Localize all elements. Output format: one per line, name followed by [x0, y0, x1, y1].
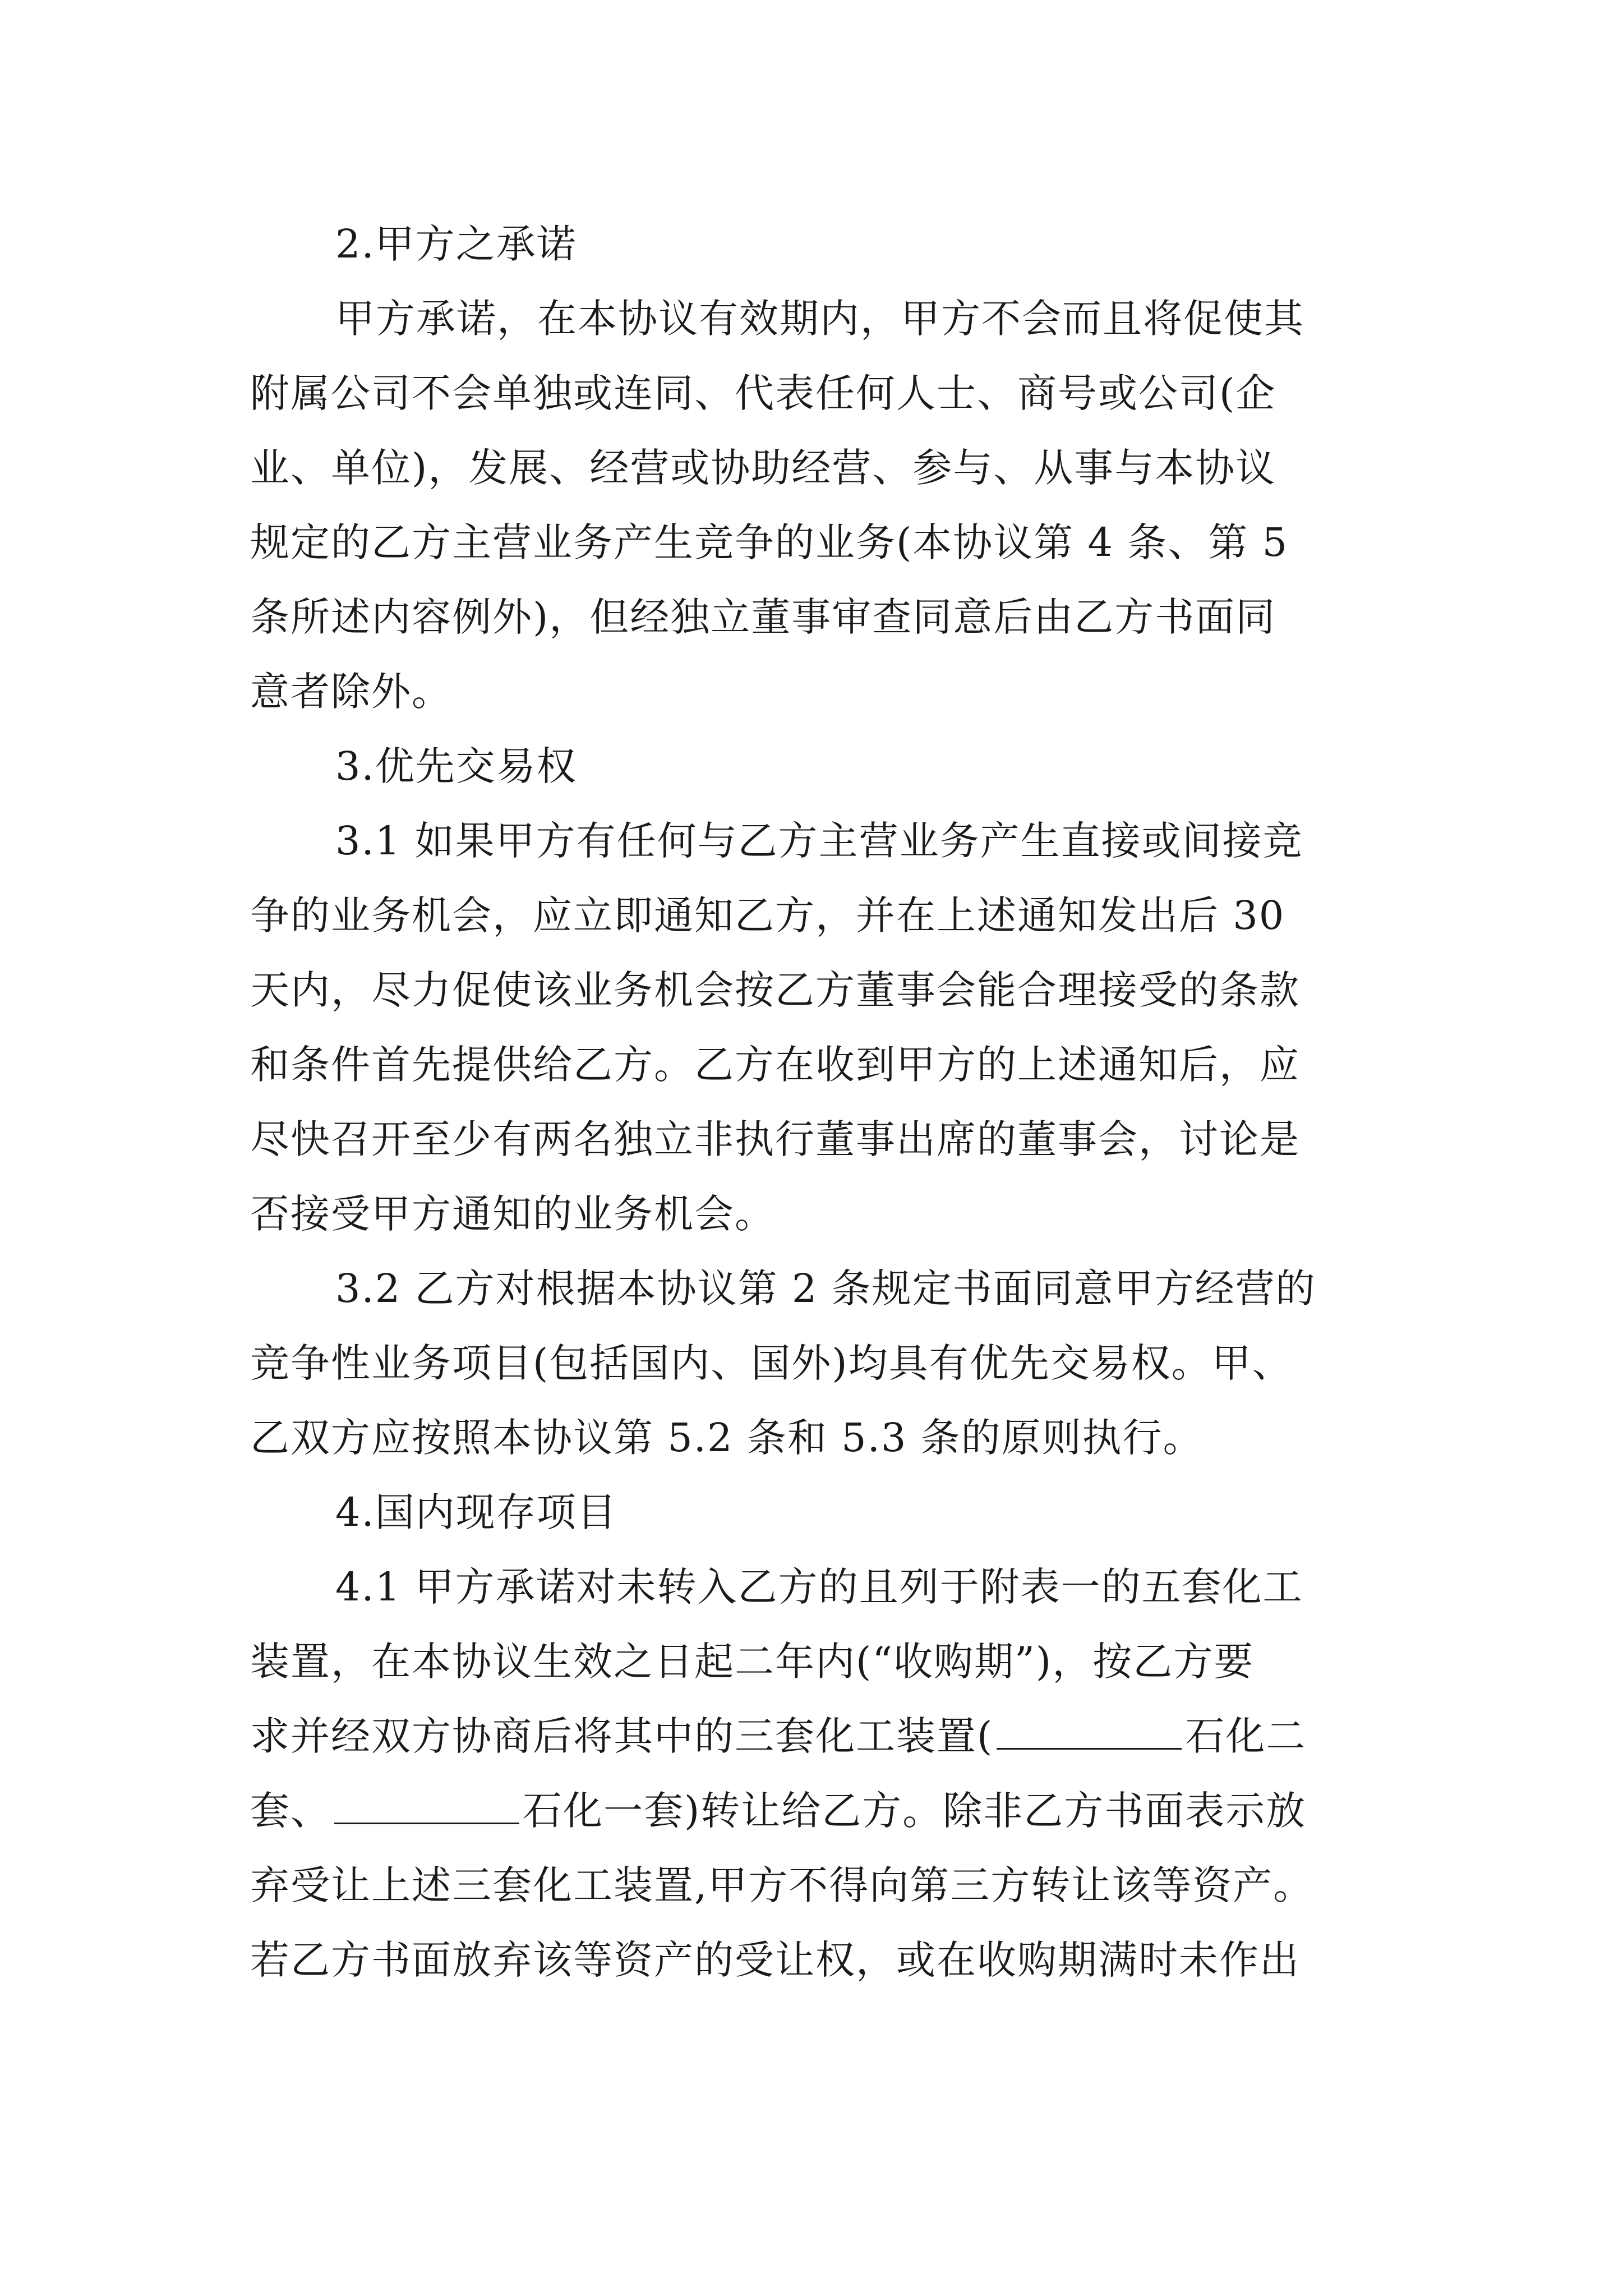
- paragraph-line: 规定的乙方主营业务产生竞争的业务(本协议第 4 条、第 5: [250, 519, 1289, 565]
- paragraph-line: 3.1 如果甲方有任何与乙方主营业务产生直接或间接竞: [335, 818, 1303, 864]
- heading-4: 4.国内现存项目: [335, 1489, 617, 1535]
- paragraph-line: 3.2 乙方对根据本协议第 2 条规定书面同意甲方经营的: [335, 1266, 1316, 1312]
- paragraph-line: 弃受让上述三套化工装置,甲方不得向第三方转让该等资产。: [250, 1862, 1314, 1908]
- paragraph-line: 4.1 甲方承诺对未转入乙方的且列于附表一的五套化工: [335, 1564, 1303, 1610]
- paragraph-line: [250, 1705, 1306, 1767]
- paragraph-line: 甲方承诺，在本协议有效期内，甲方不会而且将促使其: [335, 296, 1304, 342]
- paragraph-line: 竞争性业务项目(包括国内、国外)均具有优先交易权。甲、: [250, 1340, 1293, 1386]
- paragraph-line: 争的业务机会，应立即通知乙方，并在上述通知发出后 30: [250, 892, 1285, 938]
- fill-in-blank: [997, 1709, 1182, 1750]
- paragraph-line: 装置，在本协议生效之日起二年内(“收购期”)，按乙方要: [250, 1639, 1255, 1685]
- paragraph-line: 尽快召开至少有两名独立非执行董事出席的董事会，讨论是: [250, 1116, 1300, 1162]
- text-segment: 套、: [250, 1788, 331, 1834]
- paragraph-line: 乙双方应按照本协议第 5.2 条和 5.3 条的原则执行。: [250, 1415, 1204, 1461]
- paragraph-line: 附属公司不会单独或连同、代表任何人士、商号或公司(企: [250, 370, 1276, 416]
- paragraph-line: 条所述内容例外)，但经独立董事审查同意后由乙方书面同: [250, 594, 1276, 640]
- text-segment: 求并经双方协商后将其中的三套化工装置(: [250, 1713, 994, 1759]
- paragraph-line: 业、单位)，发展、经营或协助经营、参与、从事与本协议: [250, 445, 1276, 491]
- fill-in-blank: [334, 1783, 519, 1824]
- text-segment: 石化二: [1185, 1713, 1307, 1759]
- paragraph-line: 否接受甲方通知的业务机会。: [250, 1191, 775, 1237]
- paragraph-line: 若乙方书面放弃该等资产的受让权，或在收购期满时未作出: [250, 1937, 1300, 1983]
- paragraph-line: [250, 1780, 1306, 1842]
- paragraph-line: 和条件首先提供给乙方。乙方在收到甲方的上述通知后，应: [250, 1042, 1300, 1088]
- paragraph-line: 意者除外。: [250, 669, 452, 715]
- text-segment: 石化一套)转让给乙方。除非乙方书面表示放: [523, 1788, 1307, 1834]
- heading-3: 3.优先交易权: [335, 743, 577, 789]
- paragraph-line: 天内，尽力促使该业务机会按乙方董事会能合理接受的条款: [250, 967, 1300, 1013]
- heading-2: 2.甲方之承诺: [335, 221, 577, 267]
